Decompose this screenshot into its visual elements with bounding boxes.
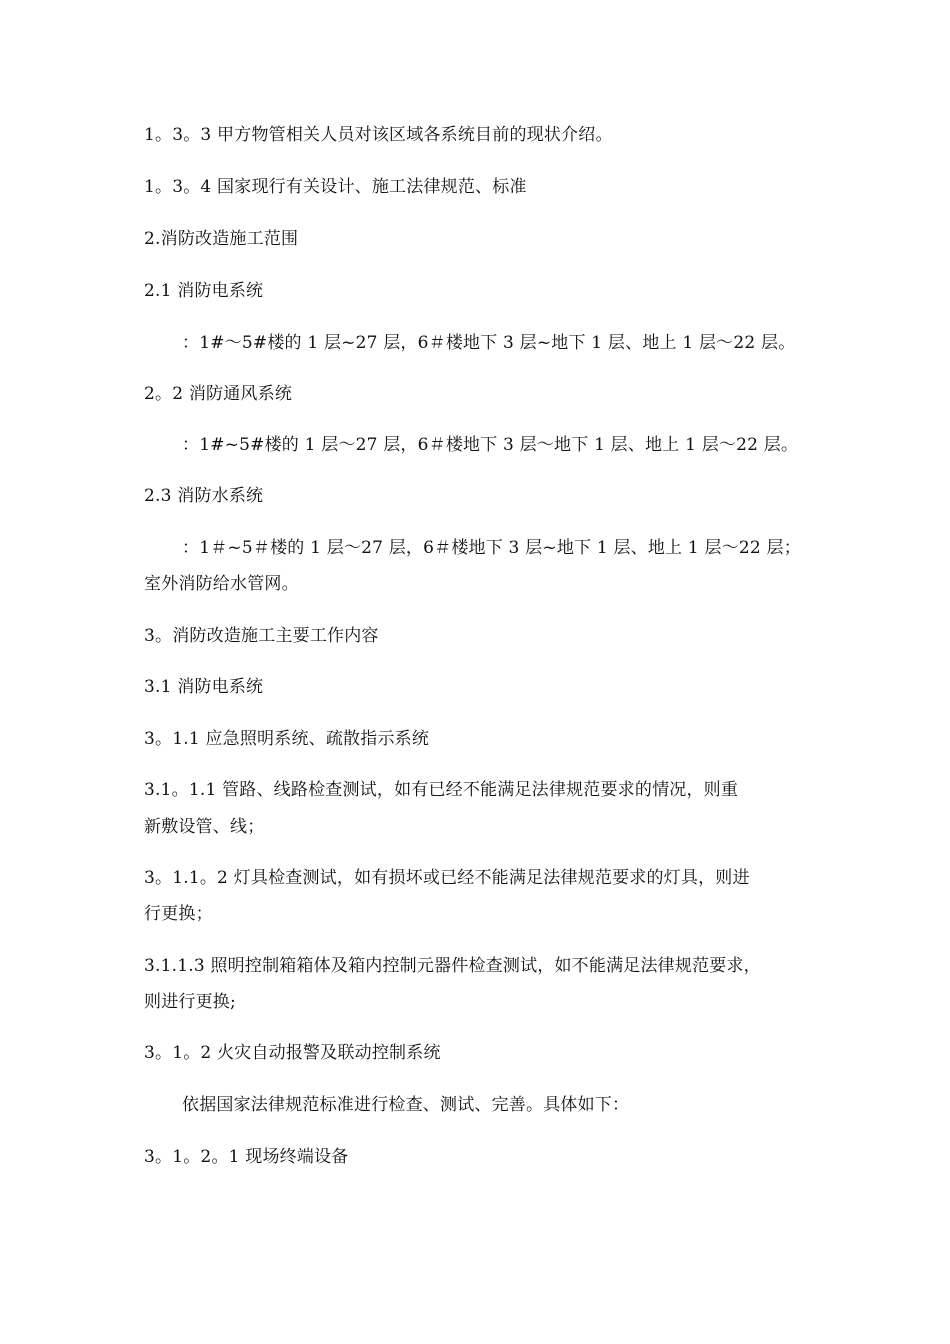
text-line: 新敷设管、线；	[144, 817, 265, 837]
text-line: 3。1.1。2 灯具检查测试，如有损坏或已经不能满足法律规范要求的灯具，则进	[144, 868, 750, 888]
subsection-heading: 3。1.1 应急照明系统、疏散指示系统	[144, 729, 430, 749]
text-line: 3.1。1.1 管路、线路检查测试，如有已经不能满足法律规范要求的情况，则重	[144, 780, 739, 800]
text-line: 1。3。4 国家现行有关设计、施工法律规范、标准	[144, 177, 527, 197]
subsection-heading: 2.3 消防水系统	[144, 486, 264, 506]
subsection-heading: 3。1。2。1 现场终端设备	[144, 1147, 349, 1167]
subsection-heading: 3.1 消防电系统	[144, 677, 264, 697]
subsection-heading: 3。1。2 火灾自动报警及联动控制系统	[144, 1043, 441, 1063]
text-line: ：1#～5#楼的 1 层~27 层，6＃楼地下 3 层~地下 1 层、地上 1 层～22 层。	[182, 333, 796, 353]
text-line: 则进行更换;	[144, 992, 236, 1012]
text-line: ：1＃~5＃楼的 1 层～27 层，6＃楼地下 3 层~地下 1 层、地上 1 层～22 层；	[182, 538, 801, 558]
text-line: 1。3。3 甲方物管相关人员对该区域各系统目前的现状介绍。	[144, 125, 613, 145]
text-line: ：1#~5#楼的 1 层～27 层，6＃楼地下 3 层～地下 1 层、地上 1 层～22 层。	[182, 435, 799, 455]
section-heading: 2.消防改造施工范围	[144, 229, 299, 249]
text-line: 3.1.1.3 照明控制箱箱体及箱内控制元器件检查测试，如不能满足法律规范要求，	[144, 956, 761, 976]
section-heading: 3。消防改造施工主要工作内容	[144, 626, 379, 646]
subsection-heading: 2.1 消防电系统	[144, 281, 264, 301]
text-line: 行更换；	[144, 904, 213, 924]
subsection-heading: 2。2 消防通风系统	[144, 384, 293, 404]
text-line: 依据国家法律规范标准进行检查、测试、完善。具体如下：	[182, 1095, 630, 1115]
text-line: 室外消防给水管网。	[144, 574, 299, 594]
